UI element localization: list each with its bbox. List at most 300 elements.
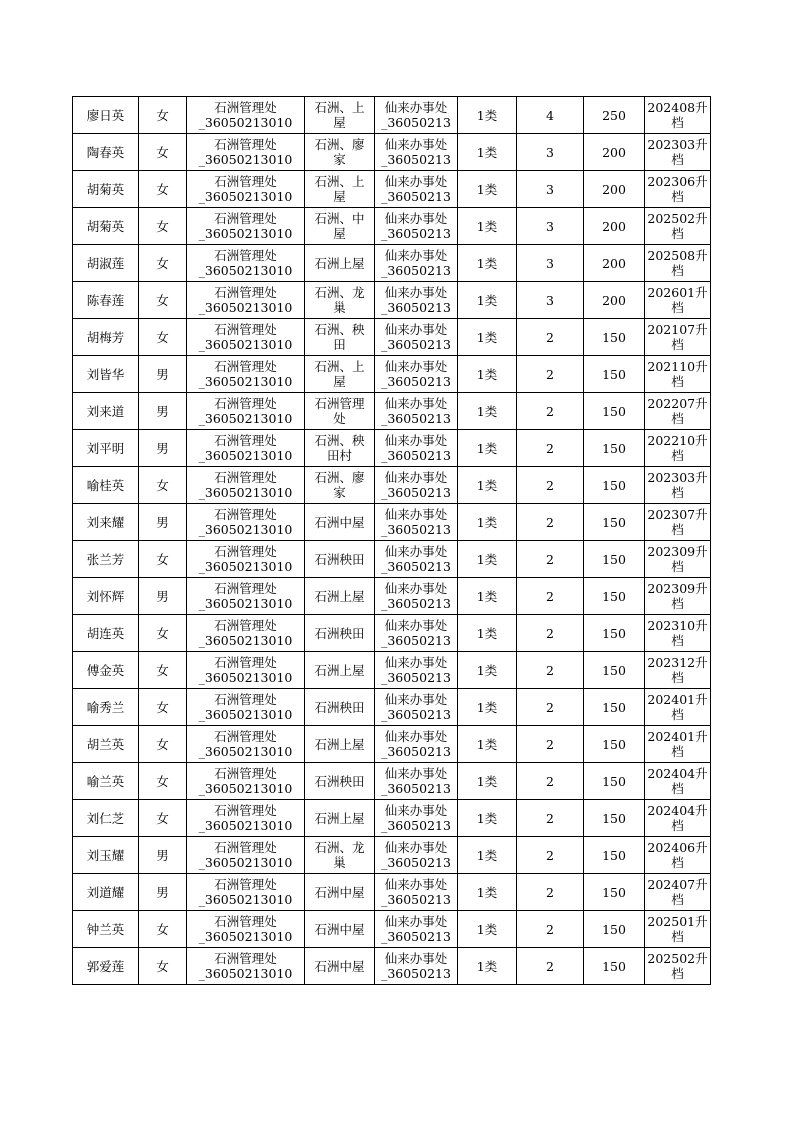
unit-cell <box>187 541 305 578</box>
level-cell-line: 档 <box>671 744 684 759</box>
unit-cell <box>187 171 305 208</box>
town-cell-line: 仙来办事处 <box>384 396 448 411</box>
unit-cell-line: _36050213010 <box>198 115 293 130</box>
table-row <box>73 837 711 874</box>
amount-cell: 150 <box>584 948 645 985</box>
town-cell-line: _36050213 <box>381 411 451 426</box>
category-cell: 1类 <box>458 393 517 430</box>
gender-cell: 男 <box>139 874 187 911</box>
gender-cell: 男 <box>139 837 187 874</box>
count-cell: 2 <box>517 467 584 504</box>
town-cell <box>375 467 458 504</box>
town-cell-line: 仙来办事处 <box>384 248 448 263</box>
name-cell: 刘玉耀 <box>73 837 139 874</box>
gender-cell: 女 <box>139 763 187 800</box>
unit-cell <box>187 97 305 134</box>
town-cell-line: _36050213 <box>381 189 451 204</box>
level-cell-line: 档 <box>671 670 684 685</box>
level-cell-line: 202404升 <box>647 766 708 781</box>
unit-cell-line: 石洲管理处 <box>214 618 277 633</box>
name-cell: 刘仁芝 <box>73 800 139 837</box>
name-cell: 胡连英 <box>73 615 139 652</box>
unit-cell-line: 石洲管理处 <box>214 655 277 670</box>
unit-cell-line: 石洲管理处 <box>214 840 277 855</box>
gender-cell: 男 <box>139 356 187 393</box>
town-cell-line: 仙来办事处 <box>384 359 448 374</box>
unit-cell-line: _36050213010 <box>198 966 293 981</box>
table-row <box>73 615 711 652</box>
town-cell <box>375 541 458 578</box>
village-cell-line: 家 <box>333 485 346 500</box>
level-cell <box>645 837 711 874</box>
unit-cell <box>187 430 305 467</box>
town-cell-line: _36050213 <box>381 485 451 500</box>
amount-cell: 150 <box>584 504 645 541</box>
gender-cell: 女 <box>139 689 187 726</box>
gender-cell: 女 <box>139 282 187 319</box>
amount-cell: 150 <box>584 615 645 652</box>
town-cell <box>375 319 458 356</box>
level-cell <box>645 874 711 911</box>
town-cell-line: 仙来办事处 <box>384 877 448 892</box>
unit-cell-line: _36050213010 <box>198 744 293 759</box>
town-cell-line: 仙来办事处 <box>384 507 448 522</box>
level-cell <box>645 578 711 615</box>
name-cell: 刘皆华 <box>73 356 139 393</box>
town-cell-line: _36050213 <box>381 115 451 130</box>
town-cell <box>375 393 458 430</box>
unit-cell-line: _36050213010 <box>198 448 293 463</box>
unit-cell-line: 石洲管理处 <box>214 766 277 781</box>
unit-cell-line: 石洲管理处 <box>214 285 277 300</box>
town-cell-line: 仙来办事处 <box>384 581 448 596</box>
amount-cell: 200 <box>584 208 645 245</box>
table-row <box>73 800 711 837</box>
unit-cell-line: 石洲管理处 <box>214 396 277 411</box>
unit-cell-line: 石洲管理处 <box>214 544 277 559</box>
roster-body <box>73 97 711 985</box>
name-cell: 刘道耀 <box>73 874 139 911</box>
village-cell <box>305 97 375 134</box>
name-cell: 刘来道 <box>73 393 139 430</box>
town-cell <box>375 726 458 763</box>
town-cell-line: 仙来办事处 <box>384 544 448 559</box>
unit-cell <box>187 652 305 689</box>
level-cell-line: 档 <box>671 596 684 611</box>
level-cell <box>645 430 711 467</box>
level-cell-line: 档 <box>671 522 684 537</box>
count-cell: 4 <box>517 97 584 134</box>
town-cell-line: _36050213 <box>381 633 451 648</box>
amount-cell: 200 <box>584 134 645 171</box>
count-cell: 2 <box>517 504 584 541</box>
village-cell-line: 屋 <box>333 189 346 204</box>
table-row <box>73 578 711 615</box>
village-cell <box>305 652 375 689</box>
town-cell <box>375 356 458 393</box>
level-cell-line: 202303升 <box>647 137 708 152</box>
name-cell: 刘平明 <box>73 430 139 467</box>
level-cell <box>645 800 711 837</box>
town-cell-line: _36050213 <box>381 152 451 167</box>
town-cell-line: _36050213 <box>381 855 451 870</box>
village-cell-line: 石洲秧田 <box>314 773 365 789</box>
town-cell-line: 仙来办事处 <box>384 137 448 152</box>
gender-cell: 女 <box>139 134 187 171</box>
village-cell <box>305 541 375 578</box>
town-cell-line: 仙来办事处 <box>384 951 448 966</box>
level-cell <box>645 948 711 985</box>
count-cell: 2 <box>517 837 584 874</box>
unit-cell <box>187 800 305 837</box>
unit-cell-line: _36050213010 <box>198 152 293 167</box>
amount-cell: 150 <box>584 689 645 726</box>
level-cell-line: 202306升 <box>647 174 708 189</box>
unit-cell-line: 石洲管理处 <box>214 174 277 189</box>
level-cell-line: 档 <box>671 300 684 315</box>
town-cell-line: _36050213 <box>381 300 451 315</box>
village-cell-line: 家 <box>333 152 346 167</box>
level-cell-line: 202210升 <box>647 433 708 448</box>
unit-cell <box>187 689 305 726</box>
town-cell <box>375 578 458 615</box>
table-row <box>73 504 711 541</box>
level-cell <box>645 208 711 245</box>
table-row <box>73 171 711 208</box>
level-cell <box>645 319 711 356</box>
town-cell-line: 仙来办事处 <box>384 174 448 189</box>
name-cell: 胡梅芳 <box>73 319 139 356</box>
unit-cell-line: 石洲管理处 <box>214 470 277 485</box>
town-cell-line: 仙来办事处 <box>384 211 448 226</box>
category-cell: 1类 <box>458 874 517 911</box>
village-cell <box>305 726 375 763</box>
name-cell: 张兰芳 <box>73 541 139 578</box>
town-cell-line: 仙来办事处 <box>384 100 448 115</box>
name-cell: 喻桂英 <box>73 467 139 504</box>
town-cell-line: 仙来办事处 <box>384 914 448 929</box>
unit-cell-line: _36050213010 <box>198 374 293 389</box>
level-cell-line: 档 <box>671 337 684 352</box>
unit-cell-line: _36050213010 <box>198 633 293 648</box>
town-cell-line: _36050213 <box>381 818 451 833</box>
unit-cell-line: 石洲管理处 <box>214 433 277 448</box>
table-row <box>73 689 711 726</box>
level-cell-line: 档 <box>671 707 684 722</box>
unit-cell-line: _36050213010 <box>198 781 293 796</box>
town-cell <box>375 245 458 282</box>
category-cell: 1类 <box>458 430 517 467</box>
level-cell <box>645 541 711 578</box>
count-cell: 2 <box>517 763 584 800</box>
village-cell-line: 石洲上屋 <box>314 662 365 678</box>
town-cell-line: _36050213 <box>381 892 451 907</box>
village-cell-line: 田村 <box>326 448 352 463</box>
category-cell: 1类 <box>458 467 517 504</box>
village-cell <box>305 245 375 282</box>
level-cell-line: 202310升 <box>647 618 708 633</box>
level-cell <box>645 726 711 763</box>
table-row <box>73 726 711 763</box>
table-row <box>73 541 711 578</box>
unit-cell-line: _36050213010 <box>198 189 293 204</box>
amount-cell: 200 <box>584 245 645 282</box>
category-cell: 1类 <box>458 245 517 282</box>
town-cell <box>375 171 458 208</box>
name-cell: 郭爱莲 <box>73 948 139 985</box>
village-cell <box>305 171 375 208</box>
town-cell <box>375 615 458 652</box>
unit-cell-line: 石洲管理处 <box>214 951 277 966</box>
level-cell <box>645 245 711 282</box>
village-cell-line: 田 <box>333 337 346 352</box>
village-cell <box>305 800 375 837</box>
unit-cell-line: 石洲管理处 <box>214 914 277 929</box>
category-cell: 1类 <box>458 911 517 948</box>
village-cell-line: 石洲、龙 <box>314 285 365 300</box>
town-cell <box>375 948 458 985</box>
unit-cell-line: 石洲管理处 <box>214 729 277 744</box>
count-cell: 2 <box>517 652 584 689</box>
name-cell: 喻秀兰 <box>73 689 139 726</box>
town-cell-line: 仙来办事处 <box>384 692 448 707</box>
town-cell <box>375 430 458 467</box>
level-cell <box>645 171 711 208</box>
village-cell <box>305 578 375 615</box>
count-cell: 2 <box>517 393 584 430</box>
level-cell-line: 202601升 <box>647 285 708 300</box>
count-cell: 2 <box>517 948 584 985</box>
town-cell <box>375 134 458 171</box>
level-cell-line: 档 <box>671 633 684 648</box>
level-cell-line: 202307升 <box>647 507 708 522</box>
village-cell <box>305 763 375 800</box>
category-cell: 1类 <box>458 541 517 578</box>
level-cell-line: 202406升 <box>647 840 708 855</box>
name-cell: 傅金英 <box>73 652 139 689</box>
village-cell-line: 石洲、中 <box>314 211 365 226</box>
level-cell-line: 档 <box>671 152 684 167</box>
table-row <box>73 393 711 430</box>
level-cell-line: 202309升 <box>647 581 708 596</box>
level-cell-line: 档 <box>671 448 684 463</box>
village-cell <box>305 504 375 541</box>
unit-cell-line: 石洲管理处 <box>214 877 277 892</box>
amount-cell: 150 <box>584 911 645 948</box>
village-cell-line: 石洲中屋 <box>314 514 365 530</box>
village-cell-line: 石洲上屋 <box>314 255 365 271</box>
level-cell-line: 202401升 <box>647 692 708 707</box>
town-cell-line: 仙来办事处 <box>384 803 448 818</box>
level-cell-line: 档 <box>671 929 684 944</box>
unit-cell-line: _36050213010 <box>198 596 293 611</box>
town-cell-line: 仙来办事处 <box>384 618 448 633</box>
name-cell: 胡淑莲 <box>73 245 139 282</box>
village-cell-line: 石洲中屋 <box>314 921 365 937</box>
town-cell-line: 仙来办事处 <box>384 322 448 337</box>
unit-cell-line: _36050213010 <box>198 855 293 870</box>
unit-cell-line: 石洲管理处 <box>214 359 277 374</box>
gender-cell: 女 <box>139 319 187 356</box>
count-cell: 3 <box>517 282 584 319</box>
table-row <box>73 208 711 245</box>
category-cell: 1类 <box>458 763 517 800</box>
gender-cell: 男 <box>139 504 187 541</box>
amount-cell: 150 <box>584 837 645 874</box>
name-cell: 胡菊英 <box>73 208 139 245</box>
level-cell <box>645 134 711 171</box>
unit-cell-line: _36050213010 <box>198 892 293 907</box>
village-cell-line: 石洲秧田 <box>314 625 365 641</box>
gender-cell: 女 <box>139 652 187 689</box>
category-cell: 1类 <box>458 615 517 652</box>
unit-cell-line: 石洲管理处 <box>214 803 277 818</box>
level-cell <box>645 689 711 726</box>
unit-cell-line: _36050213010 <box>198 929 293 944</box>
village-cell-line: 石洲、秧 <box>314 433 365 448</box>
gender-cell: 女 <box>139 245 187 282</box>
gender-cell: 女 <box>139 726 187 763</box>
category-cell: 1类 <box>458 208 517 245</box>
count-cell: 2 <box>517 911 584 948</box>
level-cell-line: 档 <box>671 892 684 907</box>
unit-cell <box>187 356 305 393</box>
town-cell-line: _36050213 <box>381 448 451 463</box>
town-cell-line: 仙来办事处 <box>384 433 448 448</box>
table-row <box>73 282 711 319</box>
gender-cell: 女 <box>139 171 187 208</box>
amount-cell: 200 <box>584 282 645 319</box>
unit-cell <box>187 134 305 171</box>
amount-cell: 200 <box>584 171 645 208</box>
table-row <box>73 874 711 911</box>
unit-cell <box>187 948 305 985</box>
amount-cell: 150 <box>584 763 645 800</box>
level-cell-line: 202401升 <box>647 729 708 744</box>
category-cell: 1类 <box>458 319 517 356</box>
village-cell-line: 石洲、廖 <box>314 470 365 485</box>
count-cell: 2 <box>517 615 584 652</box>
village-cell-line: 石洲、秧 <box>314 322 365 337</box>
gender-cell: 男 <box>139 393 187 430</box>
amount-cell: 250 <box>584 97 645 134</box>
level-cell-line: 202309升 <box>647 544 708 559</box>
table-row <box>73 467 711 504</box>
level-cell <box>645 763 711 800</box>
count-cell: 3 <box>517 134 584 171</box>
count-cell: 3 <box>517 171 584 208</box>
unit-cell <box>187 837 305 874</box>
unit-cell-line: 石洲管理处 <box>214 581 277 596</box>
amount-cell: 150 <box>584 430 645 467</box>
level-cell-line: 档 <box>671 189 684 204</box>
unit-cell-line: 石洲管理处 <box>214 322 277 337</box>
level-cell <box>645 911 711 948</box>
town-cell-line: _36050213 <box>381 966 451 981</box>
unit-cell <box>187 282 305 319</box>
gender-cell: 女 <box>139 800 187 837</box>
name-cell: 胡兰英 <box>73 726 139 763</box>
table-row <box>73 948 711 985</box>
village-cell <box>305 615 375 652</box>
village-cell-line: 石洲、上 <box>314 359 365 374</box>
town-cell-line: _36050213 <box>381 337 451 352</box>
level-cell <box>645 282 711 319</box>
category-cell: 1类 <box>458 356 517 393</box>
town-cell-line: _36050213 <box>381 781 451 796</box>
unit-cell <box>187 504 305 541</box>
town-cell-line: 仙来办事处 <box>384 840 448 855</box>
village-cell-line: 石洲中屋 <box>314 958 365 974</box>
count-cell: 2 <box>517 800 584 837</box>
amount-cell: 150 <box>584 467 645 504</box>
level-cell <box>645 393 711 430</box>
village-cell-line: 石洲管理 <box>314 396 365 411</box>
count-cell: 3 <box>517 208 584 245</box>
count-cell: 2 <box>517 541 584 578</box>
amount-cell: 150 <box>584 393 645 430</box>
town-cell <box>375 208 458 245</box>
category-cell: 1类 <box>458 837 517 874</box>
category-cell: 1类 <box>458 578 517 615</box>
name-cell: 刘怀辉 <box>73 578 139 615</box>
level-cell-line: 202508升 <box>647 248 708 263</box>
amount-cell: 150 <box>584 578 645 615</box>
unit-cell-line: 石洲管理处 <box>214 248 277 263</box>
town-cell-line: _36050213 <box>381 670 451 685</box>
table-row <box>73 652 711 689</box>
gender-cell: 女 <box>139 208 187 245</box>
village-cell-line: 屋 <box>333 374 346 389</box>
village-cell-line: 石洲中屋 <box>314 884 365 900</box>
unit-cell-line: _36050213010 <box>198 300 293 315</box>
town-cell <box>375 800 458 837</box>
town-cell <box>375 504 458 541</box>
amount-cell: 150 <box>584 541 645 578</box>
village-cell-line: 巢 <box>333 300 346 315</box>
amount-cell: 150 <box>584 356 645 393</box>
village-cell-line: 石洲上屋 <box>314 810 365 826</box>
level-cell <box>645 97 711 134</box>
town-cell <box>375 874 458 911</box>
town-cell <box>375 689 458 726</box>
village-cell <box>305 911 375 948</box>
town-cell-line: 仙来办事处 <box>384 655 448 670</box>
table-row <box>73 356 711 393</box>
gender-cell: 女 <box>139 948 187 985</box>
unit-cell-line: 石洲管理处 <box>214 211 277 226</box>
town-cell-line: 仙来办事处 <box>384 285 448 300</box>
level-cell <box>645 467 711 504</box>
village-cell-line: 石洲秧田 <box>314 699 365 715</box>
village-cell-line: 处 <box>333 411 346 426</box>
unit-cell-line: _36050213010 <box>198 670 293 685</box>
amount-cell: 150 <box>584 726 645 763</box>
name-cell: 陶春英 <box>73 134 139 171</box>
town-cell-line: _36050213 <box>381 596 451 611</box>
level-cell-line: 202501升 <box>647 914 708 929</box>
town-cell-line: _36050213 <box>381 374 451 389</box>
town-cell-line: _36050213 <box>381 744 451 759</box>
unit-cell-line: _36050213010 <box>198 522 293 537</box>
town-cell-line: 仙来办事处 <box>384 729 448 744</box>
level-cell-line: 202207升 <box>647 396 708 411</box>
count-cell: 2 <box>517 430 584 467</box>
level-cell-line: 202407升 <box>647 877 708 892</box>
category-cell: 1类 <box>458 948 517 985</box>
name-cell: 钟兰英 <box>73 911 139 948</box>
name-cell: 刘来耀 <box>73 504 139 541</box>
